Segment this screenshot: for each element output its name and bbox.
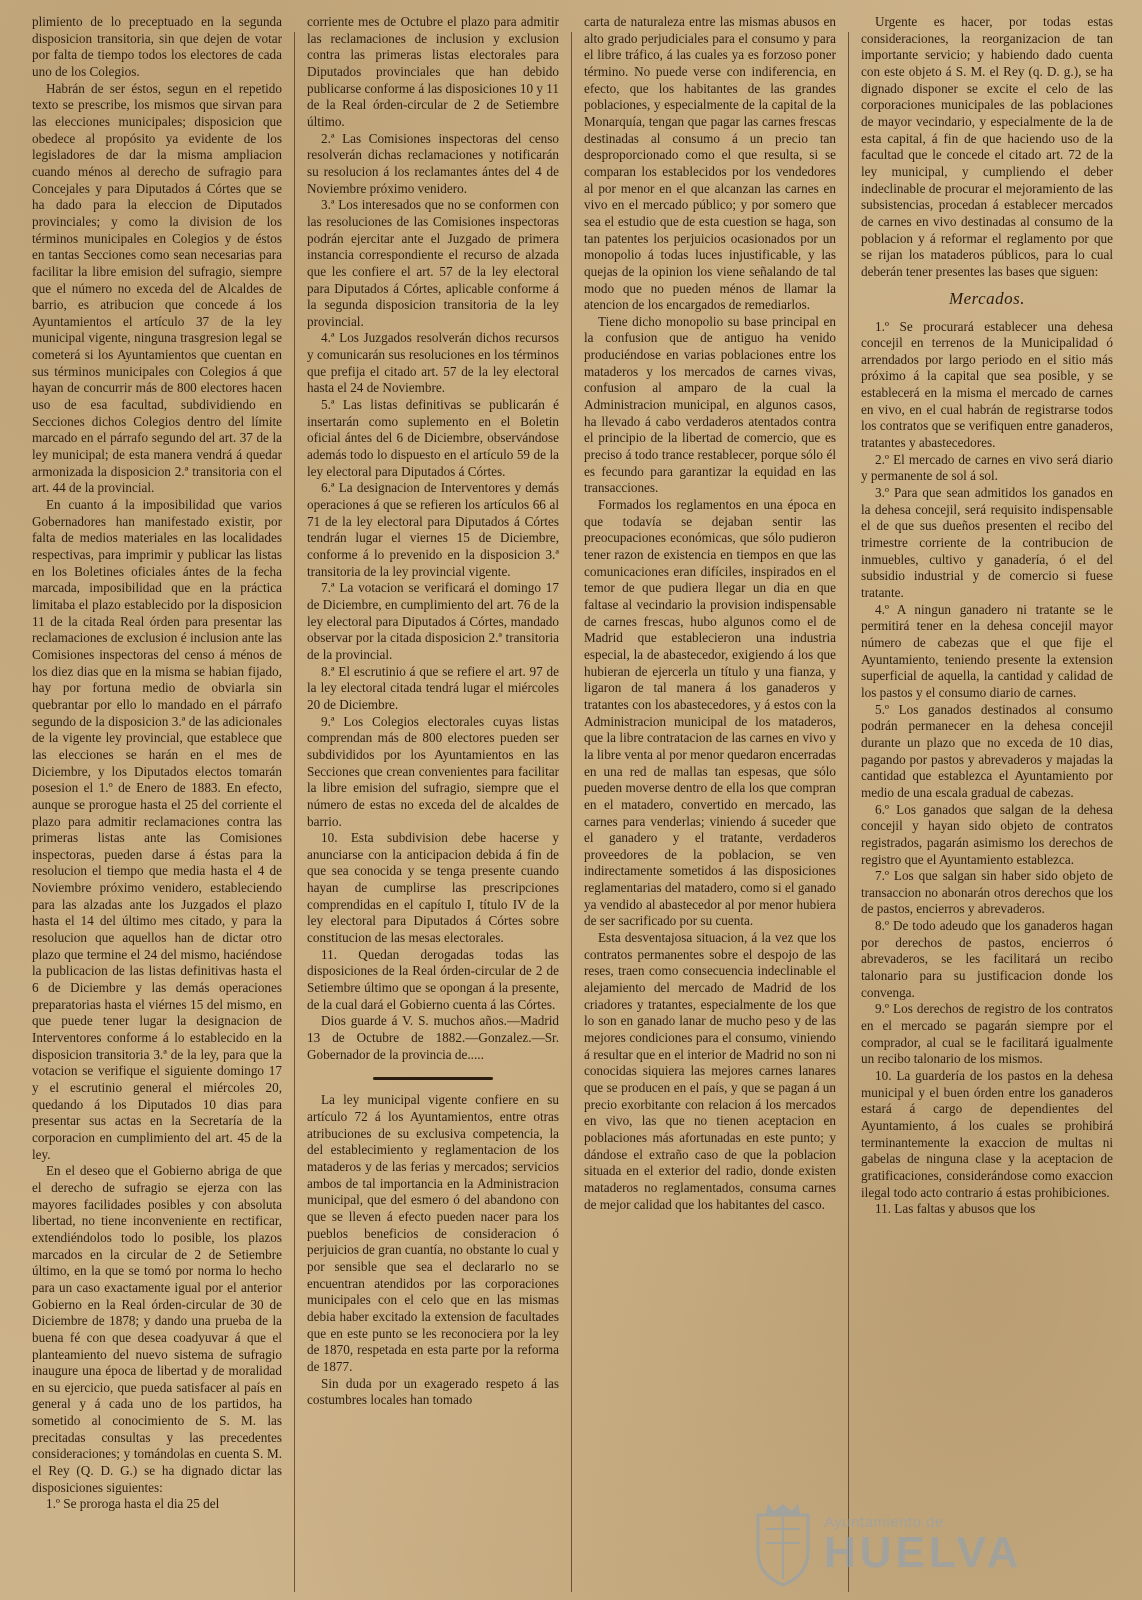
- paragraph: 9.º Los derechos de registro de los contratos en el mercado se pagarán siempre por el comprador, al cual se le facilitará igualmente un recibo talonario de los mismos.: [861, 1001, 1113, 1067]
- paragraph: carta de naturaleza entre las mismas abusos en alto grado perjudiciales para el consumo y para el libre tráfico, á las cuales ya es forzoso poner término. No puede verse con indiferencia, en efecto, que los habitantes de las grandes poblaciones, y especialmente de la capital de la Monarquía, tengan que pagar las carnes frescas destinadas al consumo á un precio tan desproporcionado como el que resulta, si se comparan los establecidos por los vendedores al por menor en el que alcanzan las carnes en vivo en el mercado público; y por somero que sea el estudio que de esta cuestion se haga, son tan patentes los perjuicios ocasionados por un monopolio á todas luces injustificable, y las quejas de la opinion los viene señalando de tal modo que no pueden ménos de llamar la atencion de los encargados de remediarlos.: [584, 14, 836, 313]
- paragraph: 7.º Los que salgan sin haber sido objeto de transaccion no abonarán otros derechos que los de pastos, encierros y abrevaderos.: [861, 868, 1113, 917]
- column-rule: [571, 32, 572, 1592]
- paragraph: 1.º Se procurará establecer una dehesa concejil en terrenos de la Municipalidad ó arrendados por largo periodo en el sitio más próximo á la capital que sea posible, y se establecerá en la misma el mercado de carnes en vivo, en el cual habrán de registrarse todos los contratos que se verifiquen entre ganaderos, tratantes y abastecedores.: [861, 318, 1113, 451]
- article-separator: [373, 1077, 493, 1080]
- paragraph: 10. La guardería de los pastos en la dehesa municipal y el buen órden entre los ganaderos estará á cargo de dependientes del Ayuntamiento, á los cuales se prohibirá terminantemente la exaccion de multas ni gabelas de ninguna clase y la aceptacion de gratificaciones, considerándose como exaccion ilegal todo acto contrario á estas prohibiciones.: [861, 1068, 1113, 1200]
- column-4: [861, 14, 1113, 1600]
- paragraph: 6.ª La designacion de Interventores y demás operaciones á que se refieren los artículos 66 al 71 de la ley electoral para Diputados á Córtes tendrán lugar el viernes 15 de Diciembre, conforme á lo prevenido en la disposicion 3.ª transitoria de la ley provincial vigente.: [307, 480, 559, 579]
- paragraph: 6.º Los ganados que salgan de la dehesa concejil y hayan sido objeto de contratos registrados, pagarán asimismo los derechos de registro que el Ayuntamiento establezca.: [861, 801, 1113, 867]
- paragraph: La ley municipal vigente confiere en su artículo 72 á los Ayuntamientos, entre otras atribuciones de su exclusiva competencia, la del establecimiento y reglamentacion de los mataderos y de las ferias y mercados; servicios ambos de tal importancia en la Administracion municipal, que del esmero ó del abandono con que se lleven á efecto pueden nacer para los pueblos beneficios de consideracion ó perjuicios de gran cuantía, no obstante lo cual y por sensible que sea el declararlo no se encuentran atendidos por las corporaciones municipales con el celo que en las mismas debia haber excitado la extension de facultades que en este punto se les reconociera por la ley de 1870, respetada en esta parte por la reforma de 1877.: [307, 1092, 559, 1374]
- paragraph: Dios guarde á V. S. muchos años.—Madrid 13 de Octubre de 1882.—Gonzalez.—Sr. Gobernador de la provincia de.....: [307, 1013, 559, 1062]
- paragraph: Esta desventajosa situacion, á la vez que los contratos permanentes sobre el despojo de las reses, traen como consecuencia indeclinable el alejamiento del mercado de Madrid de los criadores y tratantes, especialmente de los que lo son en ganado lanar de mucho peso y de las mejores condiciones para el consumo, viniendo á resultar que en el interior de Madrid no son ni conocidas siquiera las mejores carnes lanares que se producen en el país, y que se pagan á un precio exorbitante con relacion á los mercados en vivo, las que no tienen aceptacion en poblaciones más afortunadas en este punto; y dándose el extraño caso de que la poblacion situada en el exterior del radio, donde existen mataderos no reglamentados, consuma carnes de mejor calidad que los habitantes del casco.: [584, 930, 836, 1212]
- paragraph: En cuanto á la imposibilidad que varios Gobernadores han manifestado existir, por falta de medios materiales en las localidades respectivas, para imprimir y publicar las listas en los Boletines oficiales ántes de la fecha marcada, imposibilidad que en la práctica limitaba el plazo establecido por la disposicion 11 de la citada Real órden para presentar las reclamaciones de exclusion é inclusion ante las Comisiones inspectoras del censo á ménos de los diez dias que en la misma se habian fijado, hay por fortuna medio de obviarla sin quebrantar por ello lo mandado en el párrafo segundo de la disposicion 3.ª de las adicionales de la vigente ley provincial, que establece que las elecciones se harán en el mes de Diciembre, y los Diputados electos tomarán posesion el 1.º de Enero de 1883. En efecto, aunque se prorogue hasta el 25 del corriente el plazo para admitir reclamaciones contra las primeras listas ante las Comisiones inspectoras, pueden darse á éstas para la resolucion el tiempo que media hasta el 4 de Noviembre próximo venidero, estableciendo para las alzadas ante los Juzgados el plazo hasta el 14 del último mes citado, y para la resolucion que aquellos han de dictar otro plazo que termine el 24 del mismo, haciéndose la publicacion de las listas definitivas hasta el 6 de Diciembre y las demás operaciones preparatorias hasta el viérnes 15 del mismo, en que puede tener lugar la designacion de Interventores conforme á lo establecido en la disposicion transitoria 3.ª de la ley, para que la votacion se verifique el siguiente domingo 17 y el escrutinio general el miércoles 20, quedando á los Diputados 10 dias para presentar sus actas en la Secretaría de la corporacion en cumplimiento del art. 45 de la ley.: [32, 497, 282, 1162]
- paragraph: 5.º Los ganados destinados al consumo podrán permanecer en la dehesa concejil durante un plazo que no exceda de 10 dias, pagando por pastos y abrevaderos y majadas la cantidad que establezca el Ayuntamiento por medio de una escala gradual de cabezas.: [861, 701, 1113, 800]
- paragraph: 3.ª Los interesados que no se conformen con las resoluciones de las Comisiones inspectoras podrán ejercitar ante el Juzgado de primera instancia correspondiente el recurso de alzada que les confiere el art. 57 de la ley electoral para Diputados á Córtes, aplicable conforme á la segunda disposicion transitoria de la ley provincial.: [307, 197, 559, 329]
- paragraph: 9.ª Los Colegios electorales cuyas listas comprendan más de 800 electores pueden ser subdivididos por los Ayuntamientos en las Secciones que crean convenientes para facilitar la libre emision del sufragio, siempre que el número de estas no exceda del de alcaldes de barrio.: [307, 713, 559, 829]
- column-rule: [848, 32, 849, 1592]
- paragraph: Sin duda por un exagerado respeto á las costumbres locales han tomado: [307, 1375, 559, 1408]
- column-3: [584, 14, 836, 1600]
- paragraph: 2.º El mercado de carnes en vivo será diario y permanente de sol á sol.: [861, 451, 1113, 484]
- paragraph: 3.º Para que sean admitidos los ganados en la dehesa concejil, será requisito indispensable el de que sus dueños presenten el recibo del trimestre corriente de la contribucion de inmuebles, cultivo y ganadería, ó el del subsidio industrial y de comercio si fuese tratante.: [861, 485, 1113, 600]
- paragraph: 5.ª Las listas definitivas se publicarán é insertarán como suplemento en el Boletin oficial ántes del 6 de Diciembre, observándose además todo lo dispuesto en el artículo 59 de la ley electoral para Diputados á Córtes.: [307, 397, 559, 479]
- paragraph: corriente mes de Octubre el plazo para admitir las reclamaciones de inclusion y exclusion contra las primeras listas electorales para Diputados provinciales que han debido publicarse conforme á las disposiciones 10 y 11 de la Real órden-circular de 2 de Setiembre último.: [307, 14, 559, 129]
- watermark-caption: Ayuntamiento de: [824, 1513, 944, 1531]
- paragraph: Habrán de ser éstos, segun en el repetido texto se prescribe, los mismos que sirvan para las elecciones municipales; disposicion que obedece al propósito ya evidente de los legisladores de dar la misma ampliacion cuando ménos al derecho de sufragio para Concejales y para Diputados á Córtes que se ha dado para la eleccion de Diputados provinciales; y como la division de los términos municipales en Colegios y de éstos en tantas Secciones como sean necesarias para facilitar la libre emision del sufragio, siempre que el número no exceda del de Alcaldes de barrio, es atribucion que concede á los Ayuntamientos el artículo 37 de la ley municipal vigente, ninguna trasgresion legal se cometerá si los Ayuntamientos que cuentan en sus términos municipales con Colegios á que hayan de concurrir más de 800 electores hacen uso de esa facultad, subdividiendo en Secciones dichos Colegios dentro del límite marcado en el párrafo segundo del art. 37 de la ley municipal; de esta manera vendrá á quedar armonizada la disposicion 2.ª transitoria con el art. 44 de la provincial.: [32, 80, 282, 496]
- paragraph: Urgente es hacer, por todas estas consideraciones, la reorganizacion de tan importante servicio; y habiendo dado cuenta con este objeto á S. M. el Rey (q. D. g.), se ha dignado disponer se excite el celo de las corporaciones municipales de las poblaciones de mayor vecindario, y especialmente de la de esta capital, á fin de que haciendo uso de la facultad que le concede el citado art. 72 de la ley municipal, y cumpliendo el deber indeclinable de procurar el mejoramiento de las subsistencias, procedan á establecer mercados de carnes en vivo destinadas al consumo de la poblacion y á reformar el reglamento por que se rijan los mataderos públicos, para lo cual deberán tener presentes las bases que siguen:: [861, 14, 1113, 279]
- paragraph: 10. Esta subdivision debe hacerse y anunciarse con la anticipacion debida á fin de que sea conocida y se tenga presente cuando hayan de cumplirse las prescripciones comprendidas en el capítulo I, título IV de la ley electoral para Diputados á Córtes sobre constitucion de las mesas electorales.: [307, 830, 559, 946]
- column-1: [32, 14, 282, 1600]
- paragraph: plimiento de lo preceptuado en la segunda disposicion transitoria, sin que dejen de votar por falta de tiempo todos los electores de cada uno de los Colegios.: [32, 14, 282, 79]
- paragraph: 7.ª La votacion se verificará el domingo 17 de Diciembre, en cumplimiento del art. 76 de la ley electoral para Diputados á Córtes, mandado observar por la citada disposicion 2.ª transitoria de la provincial.: [307, 580, 559, 662]
- paragraph: Tiene dicho monopolio su base principal en la confusion que de antiguo ha venido produciéndose en varias poblaciones entre los mataderos y los mercados de carnes vivas, confusion al amparo de la cual la Administracion municipal, en algunos casos, ha llevado á cabo verdaderos atentados contra el principio de la libertad de comercio, que es preciso á todo trance restablecer, porque sólo él es fecundo para garantizar la equidad en las transacciones.: [584, 313, 836, 496]
- paragraph: 8.ª El escrutinio á que se refiere el art. 97 de la ley electoral citada tendrá lugar el miércoles 20 de Diciembre.: [307, 663, 559, 712]
- paragraph: 2.ª Las Comisiones inspectoras del censo resolverán dichas reclamaciones y notificarán su resolucion á los reclamantes ántes del 4 de Noviembre próximo venidero.: [307, 130, 559, 196]
- column-2: [307, 14, 559, 1600]
- watermark-title: HUELVA: [824, 1527, 1023, 1577]
- paragraph: Formados los reglamentos en una época en que todavía se dejaban sentir las preocupaciones económicas, que sólo pudieron tener razon de existencia en tiempos en que las comunicaciones eran difíciles, inspirados en el temor de que pudiera llegar un dia en que faltase al vecindario la provision indispensable de carnes frescas, hubo algunos como el de Madrid que establecieron una industria especial, la de abastecedor, exigiendo á los que hubieran de ejercerla un título y una fianza, y ligaron de tal manera á los ganaderos y tratantes con los abastecedores, y á estos con la Administracion municipal de los mataderos, que la libre contratacion de las carnes en vivo y la libre venta al por menor quedaron encerradas en una red de mallas tan espesas, que sólo pueden moverse dentro de ella los que compran en el matadero, convertido en mercado, las carnes para venderlas; viniendo á suceder que el ganadero y el tratante, verdaderos proveedores de la poblacion, se ven indirectamente sometidos á las disposiciones reglamentarias del matadero, como si el ganado ya vendido al abastecedor al por menor hubiera de ser sacrificado por su cuenta.: [584, 497, 836, 929]
- paragraph: 8.º De todo adeudo que los ganaderos hagan por derechos de pastos, encierros ó abrevaderos, se les facilitará un recibo talonario para su justificacion donde los convenga.: [861, 918, 1113, 1000]
- column-rule: [294, 32, 295, 1592]
- paragraph: 4.ª Los Juzgados resolverán dichos recursos y comunicarán sus resoluciones en los términos que prefija el citado art. 57 de la ley electoral hasta el 24 de Noviembre.: [307, 330, 559, 396]
- section-heading-mercados: Mercados.: [948, 288, 1026, 308]
- paragraph: 11. Quedan derogadas todas las disposiciones de la Real órden-circular de 2 de Setiembre último que se opongan á la presente, de la cual dará el Gobierno cuenta á las Córtes.: [307, 946, 559, 1012]
- paragraph: En el deseo que el Gobierno abriga de que el derecho de sufragio se ejerza con las mayores facilidades posibles y con absoluta libertad, no tiene inconveniente en rectificar, extendiéndolos todo lo posible, los plazos marcados en la circular de 2 de Setiembre último, en la que se tomó por norma lo hecho para un caso exactamente igual por el anterior Gobierno en la Real órden-circular de 30 de Diciembre de 1878; y dando una prueba de la buena fé con que desea coadyuvar á que el planteamiento del nuevo sistema de sufragio inaugure una época de libertad y de moralidad en su ejercicio, que pueda satisfacer al país en general y á cada uno de los partidos, ha sometido al conocimiento de S. M. las precitadas consultas y las precedentes consideraciones; y tomándolas en cuenta S. M. el Rey (Q. D. G.) se ha dignado dictar las disposiciones siguientes:: [32, 1163, 282, 1495]
- paragraph: 4.º A ningun ganadero ni tratante se le permitirá tener en la dehesa concejil mayor número de cabezas que el que fije el Ayuntamiento, teniendo presente la extension superficial de aquella, la cantidad y calidad de los pastos y el consumo diario de carnes.: [861, 601, 1113, 700]
- paragraph: 1.º Se proroga hasta el dia 25 del: [46, 1496, 220, 1512]
- paragraph: 11. Las faltas y abusos que los: [875, 1201, 1036, 1217]
